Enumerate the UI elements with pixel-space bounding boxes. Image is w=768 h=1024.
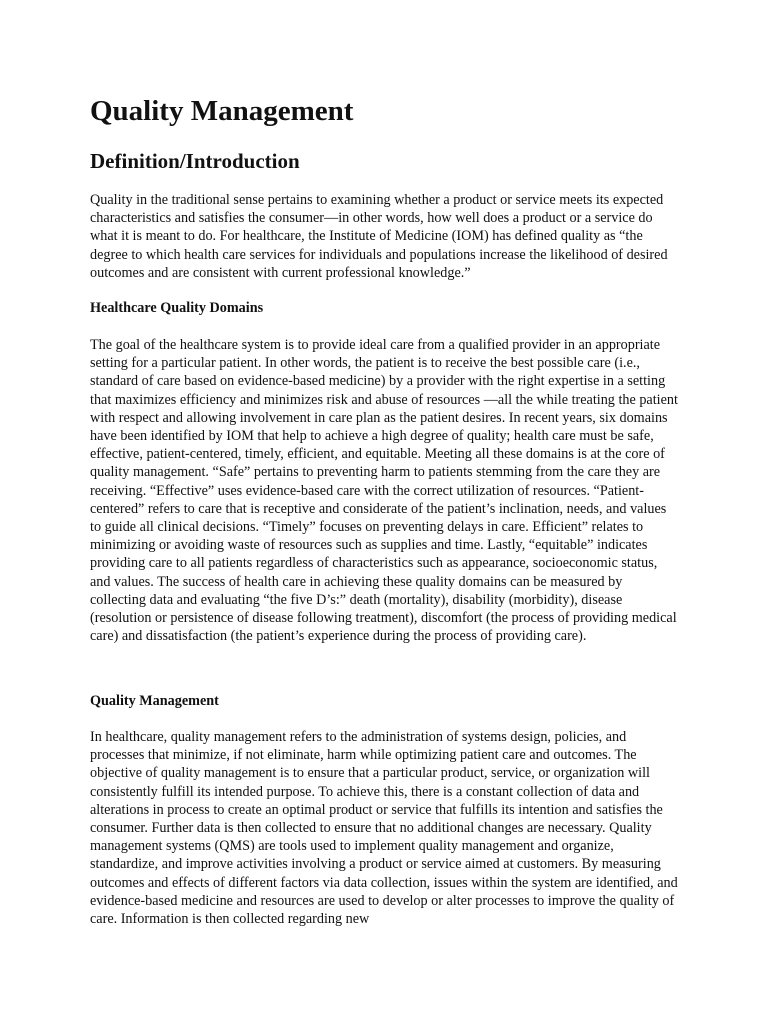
intro-paragraph: Quality in the traditional sense pertains to examining whether a product or service meets its expected characteristics and satisfies the consumer—in other words, how well does a product or a service do what it is meant to do. For healthcare, the Institute of Medicine (IOM) has defined quality as “the degree to which health care services for individuals and populations increase the likelihood of desired outcomes and are consistent with current professional knowledge.” [90,192,668,281]
document-title: Quality Management [90,95,354,127]
subheading-quality-management: Quality Management [90,693,219,709]
section-heading: Definition/Introduction [90,149,300,173]
domains-paragraph: The goal of the healthcare system is to provide ideal care from a qualified provider in an appropriate setting for a particular patient. In other words, the patient is to receive the best possible care (i.e., standard of care based on evidence-based medicine) by a provider with the right expertise in a setting that maximizes efficiency and minimizes risk and abuse of resources —all the while treating the patient with respect and allowing involvement in care plan as the patient desires. In recent years, six domains have been identified by IOM that help to achieve a high degree of quality; health care must be safe, effective, patient-centered, timely, efficient, and equitable. Meeting all these domains is at the core of quality management. “Safe” pertains to preventing harm to patients stemming from the care they are receiving. “Effective” uses evidence-based care with the correct utilization of resources. “Patient-centered” refers to care that is receptive and considerate of the patient’s inclination, needs, and values to guide all clinical decisions. “Timely” focuses on preventing delays in care. Efficient” relates to minimizing or avoiding waste of resources such as supplies and time. Lastly, “equitable” indicates providing care to all patients regardless of characteristics such as appearance, socioeconomic status, and values. The success of health care in achieving these quality domains can be measured by collecting data and evaluating “the five D’s:” death (mortality), disability (morbidity), disease (resolution or persistence of disease following treatment), discomfort (the process of providing medical care) and dissatisfaction (the patient’s experience during the process of providing care). [90,337,678,645]
quality-management-paragraph: In healthcare, quality management refers to the administration of systems design, policies, and processes that minimize, if not eliminate, harm while optimizing patient care and outcomes. The objective of quality management is to ensure that a particular product, service, or organization will consistently fulfill its intended purpose. To achieve this, there is a constant collection of data and alterations in process to create an optimal product or service that fulfills its intention and satisfies the consumer. Further data is then collected to ensure that no additional changes are necessary. Quality management systems (QMS) are tools used to implement quality management and organize, standardize, and improve activities involving a product or service aimed at customers. By measuring outcomes and effects of different factors via data collection, issues within the system are identified, and evidence-based medicine and resources are used to develop or alter processes to improve the quality of care. Information is then collected regarding new [90,729,678,928]
subheading-healthcare-quality-domains: Healthcare Quality Domains [90,300,264,316]
